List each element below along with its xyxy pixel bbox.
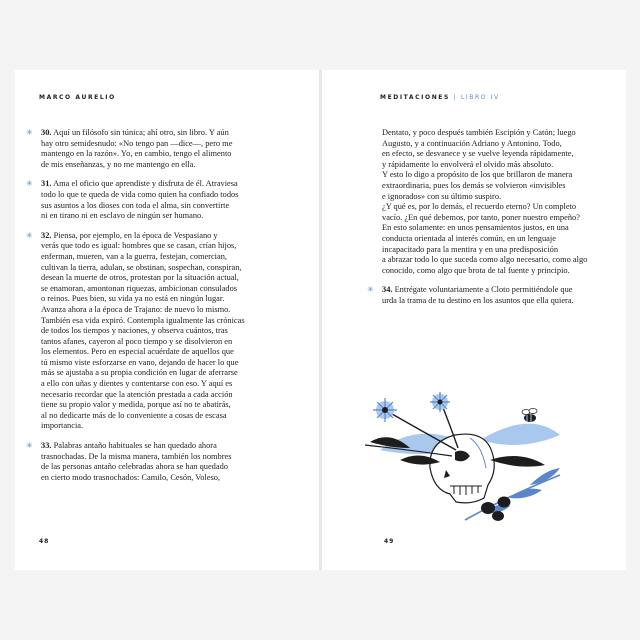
paragraph-line: todo lo que te queda de vida como quien ha confiado todos — [41, 189, 239, 199]
skull-icon — [430, 434, 494, 503]
skull-flowers-illustration — [360, 390, 566, 530]
olive-leaf-1 — [510, 489, 542, 499]
paragraph-line: más se ajustaba a su propia condición en lugar de aferrarse — [41, 368, 238, 378]
paragraph-line: tiene su propio valor y medida, porque así no te abatirás, — [41, 400, 231, 410]
continued-paragraph-line: incapacitado para la mentira y en una predisposición — [382, 244, 559, 254]
paragraph-line: tantos afanes, cayeron al poco tiempo y se disolvieron en — [41, 336, 233, 346]
paragraph-line: ni en tirano ni en esclavo de ningún ser humano. — [41, 211, 204, 221]
numbered-paragraph — [26, 441, 273, 483]
paragraph-line: en cierto modo trasnochados: Camilo, Cesón, Voleso, — [41, 472, 221, 482]
dark-leaf-3 — [490, 456, 545, 467]
right-page — [322, 70, 626, 570]
continued-paragraph-line: en efecto, se desvanece y se vuelve leyenda rápidamente, — [382, 149, 574, 159]
continued-paragraph-line: e ignorados» con su último suspiro. — [382, 191, 502, 201]
running-head-title — [380, 94, 500, 101]
blue-flower-left — [373, 398, 397, 422]
paragraph-line: verás que todo es igual: hombres que se casan, crían hijos, — [41, 241, 237, 251]
paragraph-text: Piensa, por ejemplo, en la época de Vespasiano y — [51, 230, 218, 240]
pale-leaf-right — [480, 424, 560, 445]
left-page — [15, 70, 319, 570]
continued-paragraph-line: y rápidamente lo envolverá el olvido más absoluto. — [382, 159, 554, 169]
bee-icon — [522, 409, 537, 423]
running-head-author: MARCO AURELIO — [39, 94, 116, 101]
paragraph-line: de todos los tiempos y naciones, y observa cuántos, tras — [41, 326, 228, 336]
asterisk-marker-icon: ✳ — [26, 230, 33, 240]
paragraph-line: trasnochadas. De la misma manera, también los nombres — [41, 451, 232, 461]
continued-paragraph-line: conducta orientada al interés común, en un lenguaje — [382, 233, 556, 243]
paragraph-line: Avanza ahora a la época de Trajano: de nuevo lo mismo. — [41, 304, 231, 314]
paragraph-line: al no dedicarte más de lo conveniente a cosas de escasa — [41, 410, 227, 420]
numbered-paragraph — [26, 230, 273, 432]
paragraph-number: 34. — [382, 285, 393, 295]
paragraph-line: urda la trama de tu destino en los asuntos que ella quiera. — [382, 295, 574, 305]
asterisk-marker-icon: ✳ — [26, 441, 33, 451]
paragraph-text: Aquí un filósofo sin túnica; ahí otro, sin libro. Y aún — [51, 128, 229, 137]
page-number-left: 48 — [39, 538, 50, 545]
paragraph-line: desean la muerte de otros, protestan por la situación actual, — [41, 273, 239, 283]
continued-paragraph — [382, 128, 614, 276]
paragraph-line — [41, 128, 273, 139]
numbered-paragraph — [367, 285, 614, 306]
paragraph-line: hay otro semidesnudo: «No tengo pan —dice—, pero me — [41, 138, 233, 148]
paragraph-line: los elementos. Pero en especial acuérdate de aquellos que — [41, 347, 234, 357]
continued-paragraph-line: extraordinaria, pues los demás se volvieron «invisibles — [382, 180, 566, 190]
paragraph-line: necesario recordar que la atención prestada a cada acción — [41, 389, 233, 399]
paragraph-line: sus asuntos a los dioses con toda el alma, sin convertirte — [41, 200, 230, 210]
numbered-paragraph — [26, 128, 273, 170]
continued-paragraph-line: Y esto lo digo a propósito de los que brillaron de manera — [382, 170, 573, 180]
blue-flower-center — [430, 392, 450, 412]
paragraph-line — [41, 441, 273, 452]
paragraph-line: enferman, mueren, van a la guerra, festejan, comercian, — [41, 251, 228, 261]
paragraph-number: 30. — [41, 128, 52, 137]
paragraph-number: 33. — [41, 441, 52, 451]
paragraph-line: mantengo en la razón». Yo, en cambio, tengo el alimento — [41, 149, 232, 159]
olive-3 — [492, 511, 504, 521]
paragraph-line: importancia. — [41, 421, 84, 431]
continued-paragraph-line: conocido, como algo que brota de tal fuente y principio. — [382, 265, 570, 275]
paragraph-line — [41, 179, 273, 190]
numbered-paragraph — [26, 179, 273, 221]
paragraph-text: Entrégate voluntariamente a Cloto permitiéndole que — [392, 285, 573, 295]
paragraph-line: tú mismo viste esforzarse en vano, dejando de hacer lo que — [41, 357, 239, 367]
paragraph-line: se enamoran, amontonan riquezas, ambicionan consulados — [41, 283, 238, 293]
running-head-section: LIBRO IV — [460, 94, 500, 101]
asterisk-marker-icon: ✳ — [26, 179, 33, 189]
left-text-column — [26, 128, 273, 492]
continued-paragraph-line: En esto solamente: en unos pensamientos justos, en una — [382, 223, 569, 233]
paragraph-line: de mis enseñanzas, y no me mantengo en ella. — [41, 159, 196, 169]
asterisk-marker-icon: ✳ — [367, 285, 374, 295]
running-head-separator: | — [453, 94, 458, 101]
continued-paragraph-line: a abrazar todo lo que suceda como algo necesario, como algo — [382, 255, 588, 265]
paragraph-line: de las personas antaño celebradas ahora se han quedado — [41, 462, 228, 472]
paragraph-text: Ama el oficio que aprendiste y disfruta de él. Atraviesa — [51, 179, 238, 189]
right-text-column — [367, 128, 614, 316]
paragraph-line: También esa vida expiró. Contempla igualmente las crónicas — [41, 315, 245, 325]
continued-paragraph-line: Augusto, y a continuación Adriano y Antonino. Todo, — [382, 138, 562, 148]
paragraph-number: 31. — [41, 179, 52, 189]
olive-2 — [498, 497, 511, 508]
asterisk-marker-icon: ✳ — [26, 128, 33, 137]
olive-1 — [481, 502, 495, 514]
page-number-right: 49 — [384, 538, 395, 545]
paragraph-line: o reinos. Pues bien, su vida ya no está en ningún lugar. — [41, 294, 225, 304]
paragraph-line — [382, 285, 614, 296]
continued-paragraph-line: Dentato, y poco después también Escipión y Catón; luego — [382, 128, 576, 137]
paragraph-text: Palabras antaño habituales se han quedado ahora — [51, 441, 217, 451]
paragraph-number: 32. — [41, 230, 52, 240]
paragraph-line: cultivan la tierra, adulan, se obstinan, sospechan, conspiran, — [41, 262, 242, 272]
continued-paragraph-line: ¿Y qué es, por lo demás, el recuerdo eterno? Un completo — [382, 202, 577, 212]
running-head-book-title: MEDITACIONES — [380, 94, 450, 101]
paragraph-line: a ello con uñas y dientes y contentarse con eso. Y aquí es — [41, 379, 233, 389]
paragraph-line — [41, 231, 273, 242]
continued-paragraph-line: vacío. ¿En qué debemos, por tanto, poner nuestro empeño? — [382, 212, 580, 222]
